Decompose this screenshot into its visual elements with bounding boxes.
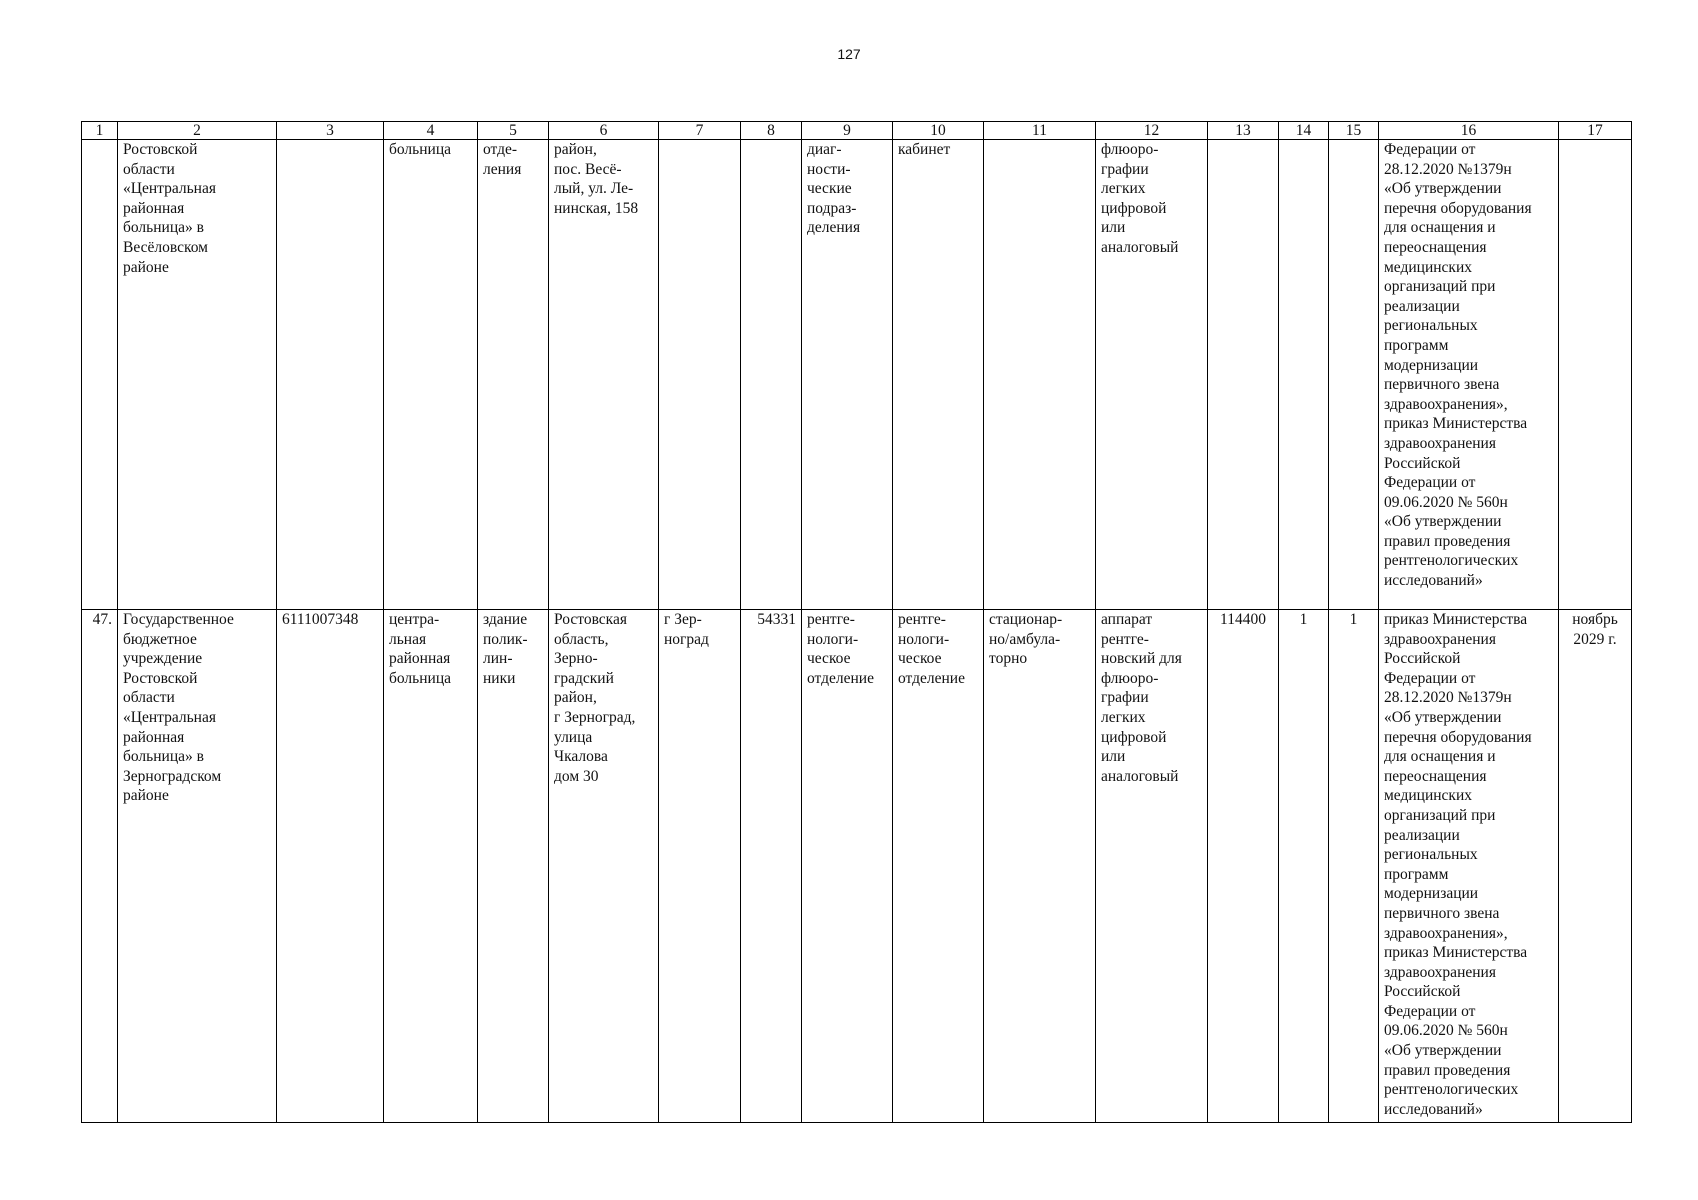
cell-code: 54331 [741, 610, 802, 1123]
column-number: 6 [549, 122, 659, 140]
cell-mode: стационар- но/амбула- торно [984, 610, 1096, 1123]
column-number: 1 [82, 122, 118, 140]
cell-institution: Государственное бюджетное учреждение Ростовской области «Центральная районная больница» в Зерноградском районе [118, 610, 277, 1123]
column-number: 12 [1096, 122, 1208, 140]
cell-building: здание полик- лин- ники [478, 610, 549, 1123]
cell-division: рентге- нологи- ческое отделение [802, 610, 893, 1123]
column-number: 8 [741, 122, 802, 140]
cell-unit: рентге- нологи- ческое отделение [893, 610, 984, 1123]
cell-type: больница [384, 140, 478, 610]
cell-locality: г Зер- ноград [659, 610, 741, 1123]
column-number: 13 [1208, 122, 1279, 140]
cell-regulation: Федерации от 28.12.2020 №1379н «Об утверждении перечня оборудования для оснащения и переоснащения медицинских организаций при реализации региональных программ модернизации первичного звена здравоохранения», приказ Министерства здравоохранения Российской Федерации от 09.06.2020 № 560н «Об утверждении правил проведения рентгенологических исследований» [1379, 140, 1559, 610]
cell-price: 114400 [1208, 610, 1279, 1123]
cell-quantity-total: 1 [1329, 610, 1379, 1123]
column-number: 11 [984, 122, 1096, 140]
table-row [82, 140, 1632, 610]
column-number: 2 [118, 122, 277, 140]
table-row [82, 610, 1632, 1123]
cell-deadline [1559, 140, 1632, 610]
cell-quantity-total [1329, 140, 1379, 610]
cell-deadline: ноябрь 2029 г. [1559, 610, 1632, 1123]
column-number: 9 [802, 122, 893, 140]
column-number-row [82, 122, 1632, 140]
cell-quantity: 1 [1279, 610, 1329, 1123]
column-number: 16 [1379, 122, 1559, 140]
column-number: 4 [384, 122, 478, 140]
cell-quantity [1279, 140, 1329, 610]
cell-address: Ростовская область, Зерно- градский район, г Зерноград, улица Чкалова дом 30 [549, 610, 659, 1123]
cell-locality [659, 140, 741, 610]
column-number: 14 [1279, 122, 1329, 140]
cell-equipment: флюоро- графии легких цифровой или аналоговый [1096, 140, 1208, 610]
cell-row-number [82, 140, 118, 610]
cell-inn: 6111007348 [277, 610, 384, 1123]
cell-unit: кабинет [893, 140, 984, 610]
cell-address: район, пос. Весё- лый, ул. Ле- нинская, 158 [549, 140, 659, 610]
cell-price [1208, 140, 1279, 610]
cell-equipment: аппарат рентге- новский для флюоро- графии легких цифровой или аналоговый [1096, 610, 1208, 1123]
column-number: 15 [1329, 122, 1379, 140]
cell-institution: Ростовской области «Центральная районная больница» в Весёловском районе [118, 140, 277, 610]
column-number: 17 [1559, 122, 1632, 140]
equipment-table [81, 121, 1632, 1123]
cell-building: отде- ления [478, 140, 549, 610]
cell-inn [277, 140, 384, 610]
cell-row-number: 47. [82, 610, 118, 1123]
column-number: 5 [478, 122, 549, 140]
cell-code [741, 140, 802, 610]
cell-mode [984, 140, 1096, 610]
cell-division: диаг- ности- ческие подраз- деления [802, 140, 893, 610]
column-number: 10 [893, 122, 984, 140]
cell-type: центра- льная районная больница [384, 610, 478, 1123]
cell-regulation: приказ Министерства здравоохранения Российской Федерации от 28.12.2020 №1379н «Об утверждении перечня оборудования для оснащения и переоснащения медицинских организаций при реализации региональных программ модернизации первичного звена здравоохранения», приказ Министерства здравоохранения Российской Федерации от 09.06.2020 № 560н «Об утверждении правил проведения рентгенологических исследований» [1379, 610, 1559, 1123]
page-number: 127 [837, 46, 861, 62]
column-number: 3 [277, 122, 384, 140]
column-number: 7 [659, 122, 741, 140]
